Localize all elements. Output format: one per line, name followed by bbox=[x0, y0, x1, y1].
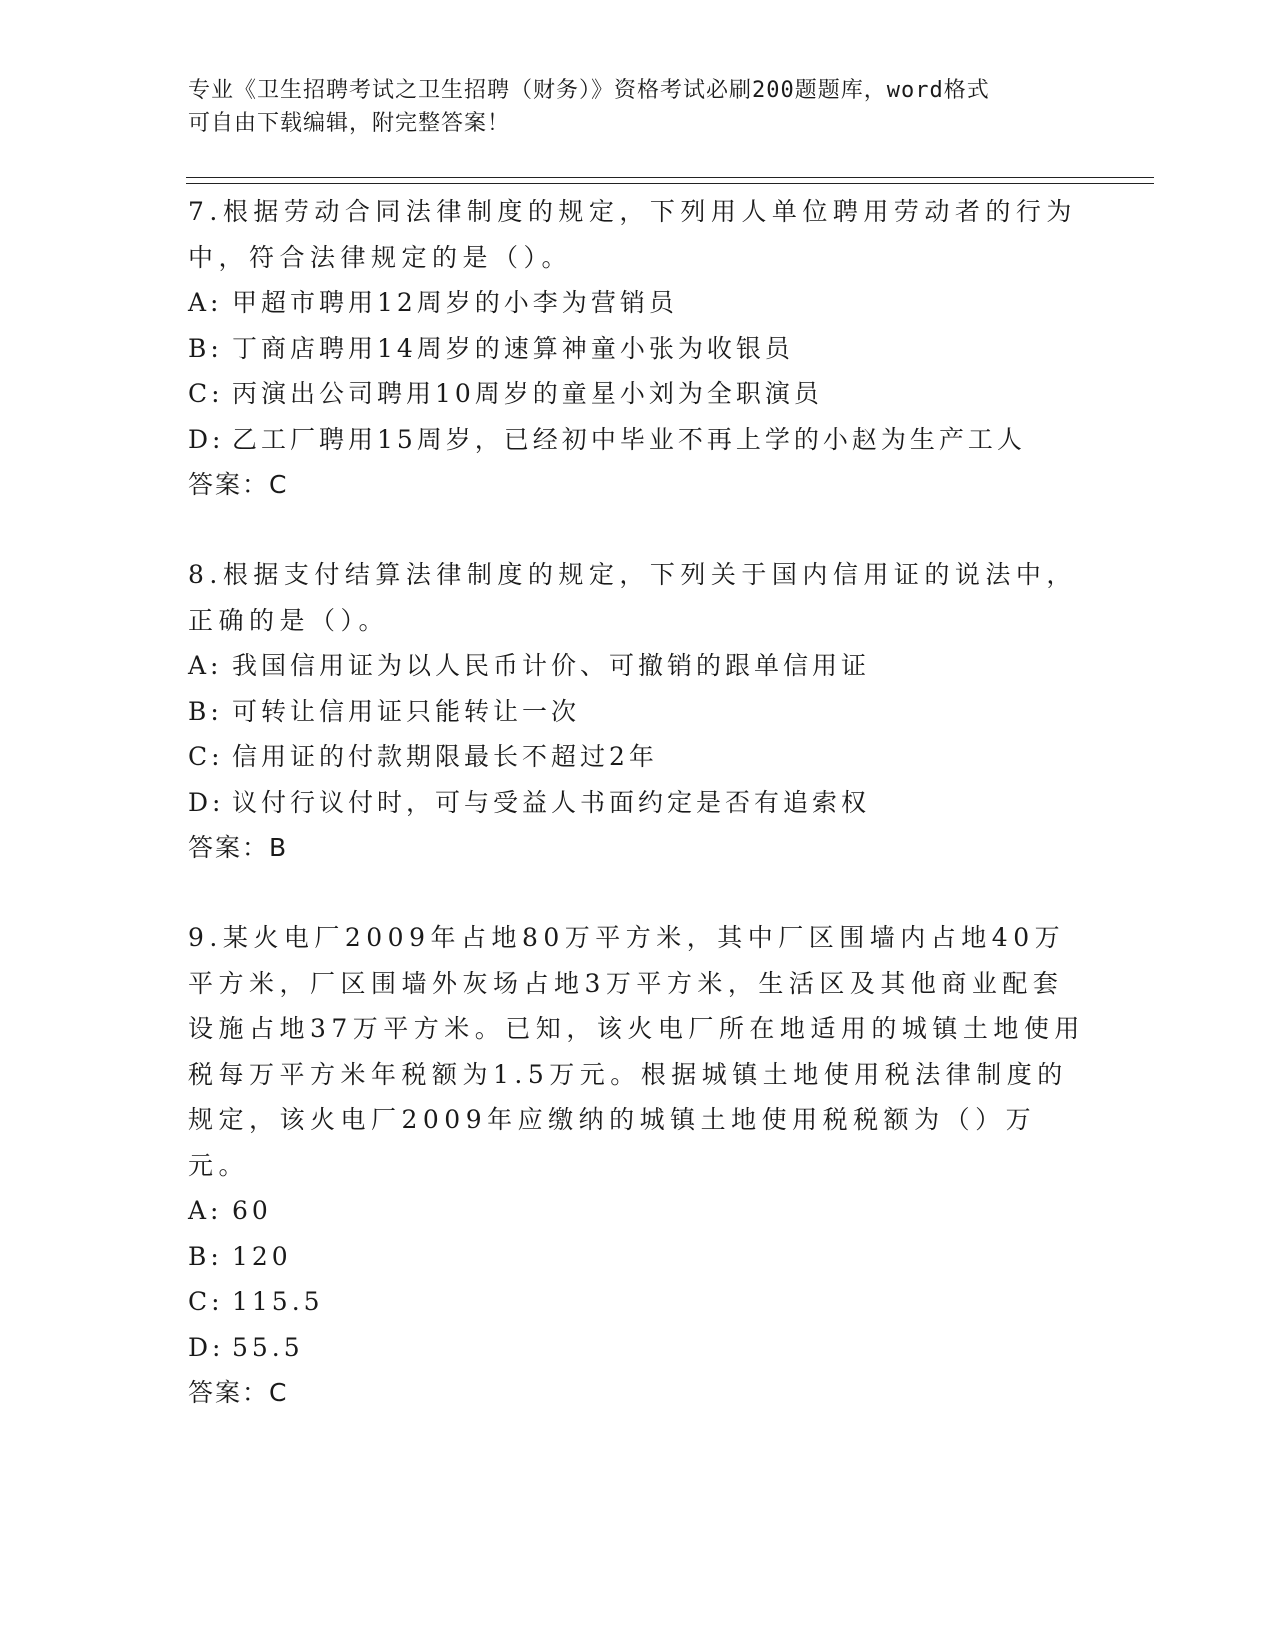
answer-line: 答案：C bbox=[188, 470, 289, 499]
option-text: 议付行议付时，可与受益人书面约定是否有追索权 bbox=[232, 787, 871, 817]
option-key: B: bbox=[188, 696, 223, 726]
question-stem: 8.根据支付结算法律制度的规定，下列关于国内信用证的说法中，正确的是（）。 bbox=[188, 560, 1077, 635]
header-title-line-1: 专业《卫生招聘考试之卫生招聘（财务）》资格考试必刷200题题库，word格式 bbox=[188, 78, 990, 103]
option-key: A: bbox=[188, 1196, 223, 1225]
option-text: 55.5 bbox=[232, 1332, 304, 1362]
question-stem: 7.根据劳动合同法律制度的规定，下列用人单位聘用劳动者的行为中，符合法律规定的是（）。 bbox=[188, 197, 1077, 272]
option-text: 120 bbox=[232, 1241, 292, 1271]
option-text: 乙工厂聘用15周岁，已经初中毕业不再上学的小赵为生产工人 bbox=[232, 424, 1026, 454]
option-key: C: bbox=[188, 379, 224, 408]
option-key: D: bbox=[188, 424, 225, 454]
option-c bbox=[188, 734, 1088, 780]
option-text: 丁商店聘用14周岁的速算神童小张为收银员 bbox=[232, 333, 794, 363]
option-c bbox=[188, 1279, 1088, 1325]
answer-line: 答案：B bbox=[188, 833, 289, 862]
option-b bbox=[188, 1234, 1088, 1280]
option-b bbox=[188, 326, 1088, 372]
option-a bbox=[188, 643, 1088, 689]
question-stem: 9.某火电厂2009年占地80万平方米，其中厂区围墙内占地40万平方米，厂区围墙外灰场占地3万平方米，生活区及其他商业配套设施占地37万平方米。已知，该火电厂所在地适用的城镇土地使用税每万平方米年税额为1.5万元。根据城镇土地使用税法律制度的规定，该火电厂2009年应缴纳的城镇土地使用税税额为（）万元。 bbox=[188, 923, 1085, 1180]
header-divider-top bbox=[186, 177, 1154, 178]
option-key: B: bbox=[188, 1241, 223, 1271]
option-key: D: bbox=[188, 1332, 225, 1362]
question-7 bbox=[188, 189, 1088, 508]
option-text: 可转让信用证只能转让一次 bbox=[232, 696, 581, 726]
header-title-line-2: 可自由下载编辑，附完整答案！ bbox=[188, 111, 511, 136]
option-text: 丙演出公司聘用10周岁的童星小刘为全职演员 bbox=[232, 379, 823, 408]
option-text: 甲超市聘用12周岁的小李为营销员 bbox=[232, 288, 678, 317]
option-key: A: bbox=[188, 288, 223, 317]
option-text: 信用证的付款期限最长不超过2年 bbox=[232, 742, 658, 771]
option-a bbox=[188, 1188, 1088, 1234]
option-text: 60 bbox=[232, 1196, 272, 1225]
header-divider-bottom bbox=[186, 183, 1154, 184]
answer-line: 答案：C bbox=[188, 1378, 289, 1407]
option-key: B: bbox=[188, 333, 223, 363]
option-c bbox=[188, 371, 1088, 417]
option-text: 115.5 bbox=[232, 1287, 324, 1316]
document-header bbox=[188, 74, 1068, 140]
option-key: A: bbox=[188, 651, 223, 680]
option-b bbox=[188, 689, 1088, 735]
question-9 bbox=[188, 915, 1088, 1416]
option-d bbox=[188, 1325, 1088, 1371]
option-d bbox=[188, 417, 1088, 463]
option-key: D: bbox=[188, 787, 225, 817]
option-a bbox=[188, 280, 1088, 326]
option-d bbox=[188, 780, 1088, 826]
option-key: C: bbox=[188, 742, 224, 771]
option-key: C: bbox=[188, 1287, 224, 1316]
question-8 bbox=[188, 552, 1088, 871]
option-text: 我国信用证为以人民币计价、可撤销的跟单信用证 bbox=[232, 651, 871, 680]
